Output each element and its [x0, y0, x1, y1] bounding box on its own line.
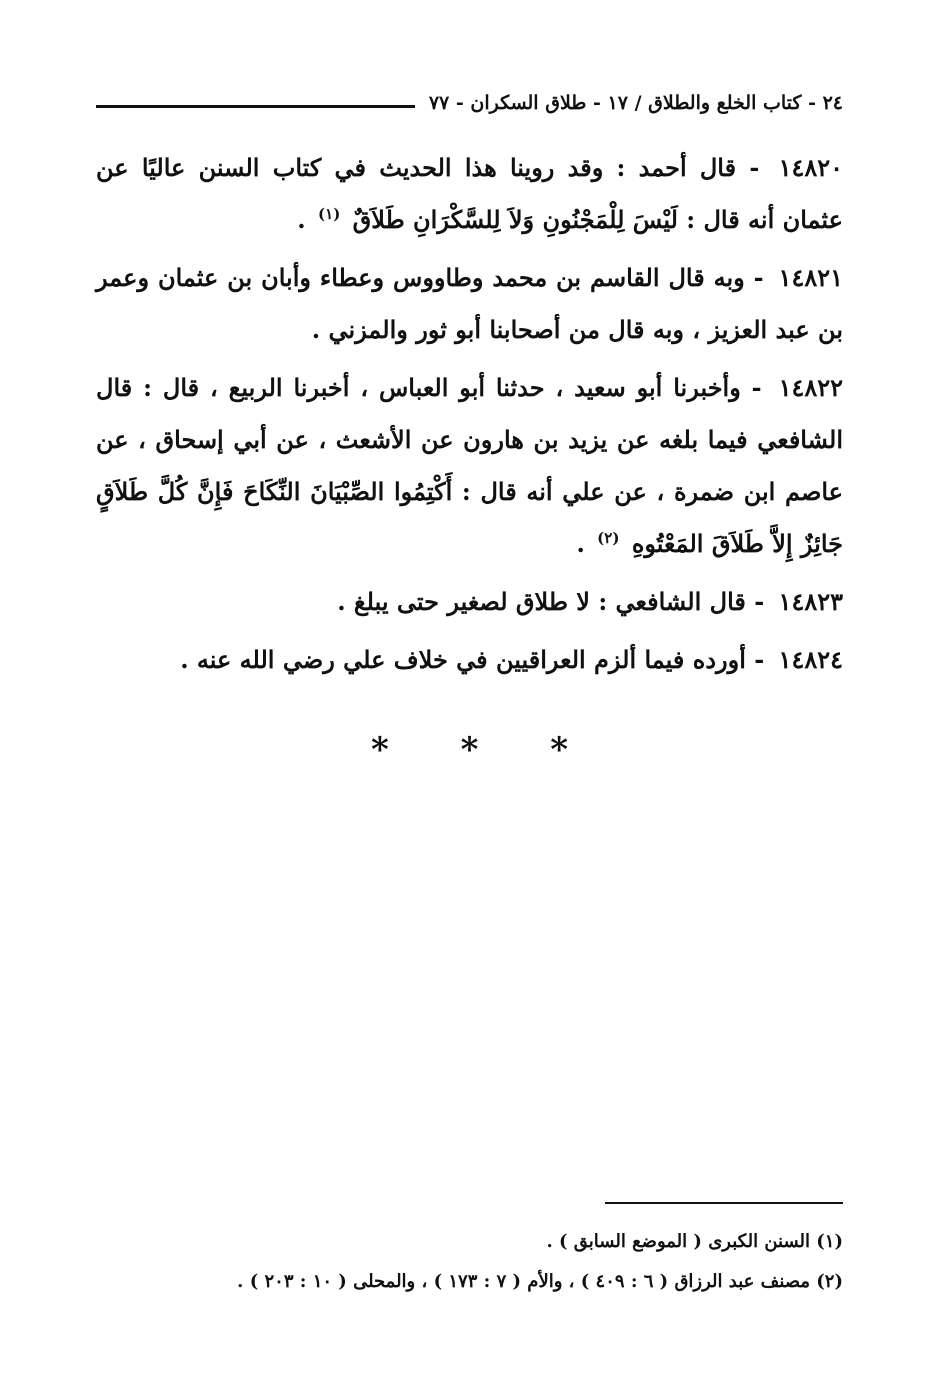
paragraph-14823: [96, 576, 843, 628]
paragraph-14821: [96, 252, 843, 356]
paragraph-number: ١٤٨٢٣: [778, 587, 843, 616]
footnote-ref[interactable]: (٢): [597, 529, 620, 547]
footnote-1: (١) السنن الكبرى ( الموضع السابق ) .: [546, 1231, 843, 1252]
paragraph-text: - أورده فيما ألزم العراقيين في خلاف علي رضي الله عنه .: [180, 645, 765, 674]
paragraph-number: ١٤٨٢٠: [778, 153, 844, 182]
paragraph-number: ١٤٨٢١: [778, 263, 843, 292]
paragraph-tail: .: [576, 529, 585, 558]
paragraph-text: - وبه قال القاسم بن محمد وطاووس وعطاء وأبان بن عثمان وعمر بن عبد العزيز ، وبه قال من أصحابنا أبو ثور والمزني .: [96, 263, 843, 344]
separator-star: *: [460, 730, 479, 770]
paragraph-text: - وأخبرنا أبو سعيد ، حدثنا أبو العباس ، أخبرنا الربيع ، قال : قال الشافعي فيما بلغه عن يزيد بن هارون عن الأشعث ، عن أبي إسحاق ، عن عاصم ابن ضمرة ، عن علي أنه قال : أَكْتِمُوا الصِّبْيَانَ النِّكَاحَ فَإِنَّ كُلَّ طَلاَقٍ جَائِزٌ إِلاَّ طَلاَقَ المَعْتُوهِ: [96, 373, 843, 558]
main-text: [96, 142, 843, 692]
separator-star: *: [550, 730, 569, 770]
paragraph-text: - قال الشافعي : لا طلاق لصغير حتى يبلغ .: [337, 587, 765, 616]
footnote-2: (٢) مصنف عبد الرزاق ( ٦ : ٤٠٩ ) ، والأم ( ٧ : ١٧٣ ) ، والمحلى ( ١٠ : ٢٠٣ ) .: [237, 1271, 843, 1292]
paragraph-14820: [96, 142, 843, 246]
paragraph-14822: [96, 362, 843, 570]
paragraph-number: ١٤٨٢٤: [778, 645, 843, 674]
paragraph-tail: .: [297, 205, 306, 234]
header-title: ٢٤ - كتاب الخلع والطلاق / ١٧ - طلاق السكران - ٧٧: [428, 92, 843, 114]
footnote-rule: [605, 1202, 843, 1204]
running-header: [96, 88, 843, 118]
footnote-ref[interactable]: (١): [318, 205, 341, 223]
paragraph-14824: [96, 634, 843, 686]
header-rule: [96, 105, 415, 108]
separator-star: *: [370, 730, 389, 770]
footnotes: [96, 1222, 843, 1302]
paragraph-text: - قال أحمد : وقد روينا هذا الحديث في كتاب السنن عاليًا عن عثمان أنه قال : لَيْسَ لِلْمَجْنُونِ وَلاَ لِلسَّكْرَانِ طَلاَقٌ: [96, 153, 843, 234]
paragraph-number: ١٤٨٢٢: [778, 373, 844, 402]
section-separator: [0, 730, 939, 770]
